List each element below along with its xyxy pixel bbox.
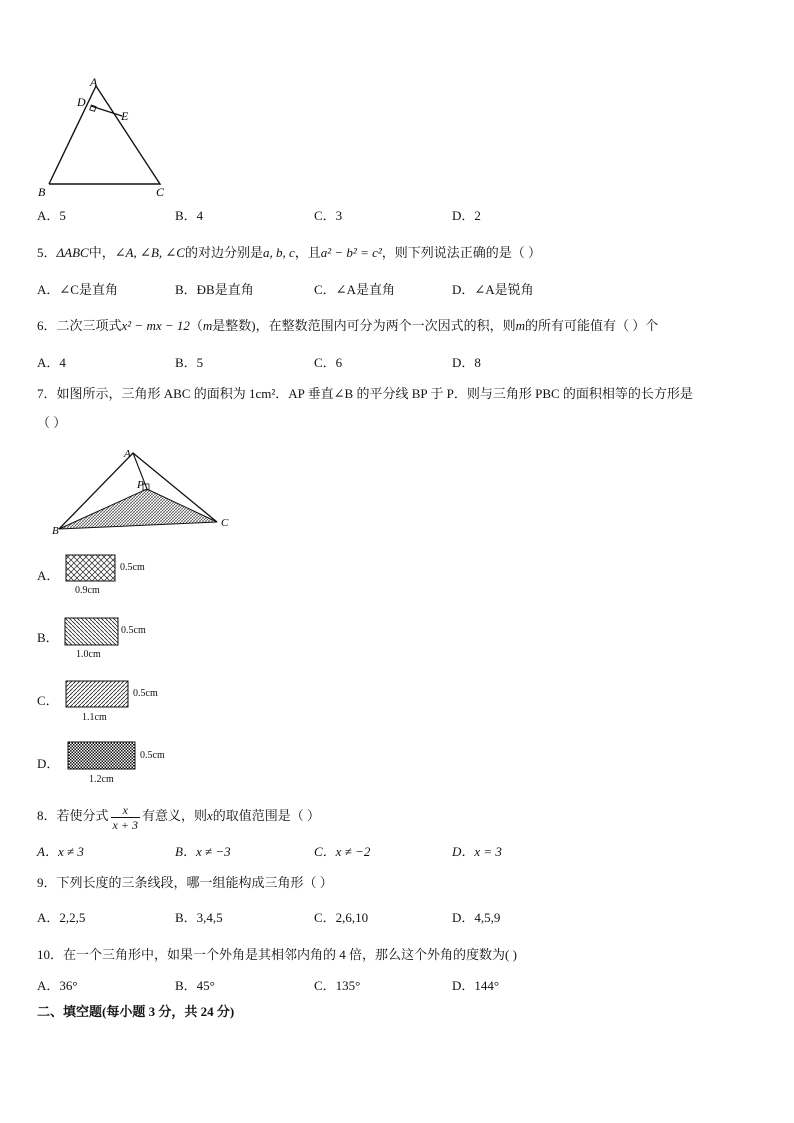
q8-option-c: C．x ≠ −2 [314, 844, 371, 859]
q7-option-a-height: 0.5cm [120, 562, 145, 573]
triangle-figure-7 [44, 443, 244, 538]
q7-option-a-rectangle [65, 554, 117, 582]
triangle-figure-1 [30, 74, 180, 202]
q5-number: 5． [37, 245, 57, 260]
q8-text-1: 8．若使分式 [37, 808, 109, 823]
q8-option-b: B．x ≠ −3 [175, 844, 231, 859]
q8-text-2: 有意义，则 [141, 808, 207, 823]
q10-option-c: C．135° [314, 978, 361, 993]
label-B: B [38, 185, 46, 199]
q10-option-a: A．36° [37, 978, 78, 993]
question-8 [37, 800, 320, 832]
q4-option-a: A．5 [37, 208, 66, 223]
q9-option-a: A．2,2,5 [37, 910, 86, 925]
q6-option-b: B．5 [175, 355, 204, 370]
q6-number: 6．二次三项式 [37, 318, 122, 333]
label-E: E [121, 109, 129, 123]
q8-option-a: A．x ≠ 3 [37, 844, 84, 859]
question-9: 9．下列长度的三条线段，哪一组能构成三角形（ ） [37, 875, 333, 890]
q5-text-1: 中， [88, 245, 115, 260]
q7-option-b-height: 0.5cm [121, 625, 146, 636]
question-6 [37, 317, 658, 335]
q7-option-b-width: 1.0cm [76, 649, 101, 660]
fig7-label-P: P [137, 479, 144, 491]
fig7-label-B: B [52, 525, 59, 537]
q6-option-a: A．4 [37, 355, 66, 370]
q7-option-b-rectangle [64, 617, 119, 646]
q7-option-c-letter: C． [37, 693, 59, 708]
q8-fraction [111, 803, 140, 832]
q6-option-c: C．6 [314, 355, 343, 370]
q8-fraction-numerator: x [111, 803, 140, 818]
question-7-line-1: 7．如图所示，三角形 ABC 的面积为 1cm²．AP 垂直∠B 的平分线 BP 于 P．则与三角形 PBC 的面积相等的长方形是 [37, 386, 693, 401]
q5-angles: ∠A, ∠B, ∠C [114, 245, 185, 260]
q4-option-c: C．3 [314, 208, 343, 223]
q6-text-1: （ [189, 318, 203, 333]
question-5 [37, 244, 541, 262]
q7-option-d-width: 1.2cm [89, 774, 114, 785]
q5-triangle: ΔABC [56, 245, 89, 260]
q5-sides: a, b, c [262, 245, 295, 260]
q8-option-d: D．x = 3 [452, 844, 502, 859]
q8-text-3: 的取值范围是（ ） [212, 808, 321, 823]
q5-text-3: ，且 [294, 245, 321, 260]
label-A: A [90, 75, 98, 89]
q6-option-d: D．8 [452, 355, 481, 370]
q7-option-a-width: 0.9cm [75, 585, 100, 596]
q5-option-c: C．∠A是直角 [314, 282, 395, 297]
q5-option-a: A．∠C是直角 [37, 282, 118, 297]
q6-text-3: 的所有可能值有（ ）个 [525, 318, 659, 333]
q5-text-2: 的对边分别是 [184, 245, 263, 260]
question-10: 10．在一个三角形中，如果一个外角是其相邻内角的 4 倍，那么这个外角的度数为( ) [37, 947, 517, 962]
q6-m2: m [515, 318, 526, 333]
fig7-label-A: A [124, 448, 131, 460]
q7-option-d-letter: D． [37, 756, 60, 771]
q9-option-c: C．2,6,10 [314, 910, 369, 925]
q6-m: m [202, 318, 213, 333]
q6-text-2: 是整数)，在整数范围内可分为两个一次因式的积，则 [212, 318, 516, 333]
q5-option-d: D．∠A是锐角 [452, 282, 534, 297]
q4-option-b: B．4 [175, 208, 204, 223]
q7-option-d-height: 0.5cm [140, 750, 165, 761]
label-C: C [156, 185, 165, 199]
q7-option-b-letter: B． [37, 630, 59, 645]
fig7-label-C: C [221, 517, 229, 529]
q7-option-c-height: 0.5cm [133, 688, 158, 699]
q4-option-d: D．2 [452, 208, 481, 223]
q7-option-a-letter: A． [37, 568, 60, 583]
q9-option-b: B．3,4,5 [175, 910, 223, 925]
q10-option-b: B．45° [175, 978, 215, 993]
question-7-line-2: （ ） [37, 415, 67, 430]
section-2-heading: 二、填空题(每小题 3 分，共 24 分) [37, 1004, 235, 1019]
q5-text-4: ，则下列说法正确的是（ ） [381, 245, 542, 260]
q8-x: x [206, 808, 213, 823]
label-D: D [77, 95, 86, 109]
q10-option-d: D．144° [452, 978, 500, 993]
q7-option-c-width: 1.1cm [82, 712, 107, 723]
q9-option-d: D．4,5,9 [452, 910, 501, 925]
q8-fraction-denominator: x + 3 [112, 817, 138, 832]
q7-option-c-rectangle [65, 680, 130, 708]
q6-polynomial: x² − mx − 12 [121, 318, 190, 333]
q5-option-b: B．ÐB是直角 [175, 282, 254, 297]
q5-equation: a² − b² = c² [320, 245, 382, 260]
q7-option-d-rectangle [67, 741, 137, 771]
